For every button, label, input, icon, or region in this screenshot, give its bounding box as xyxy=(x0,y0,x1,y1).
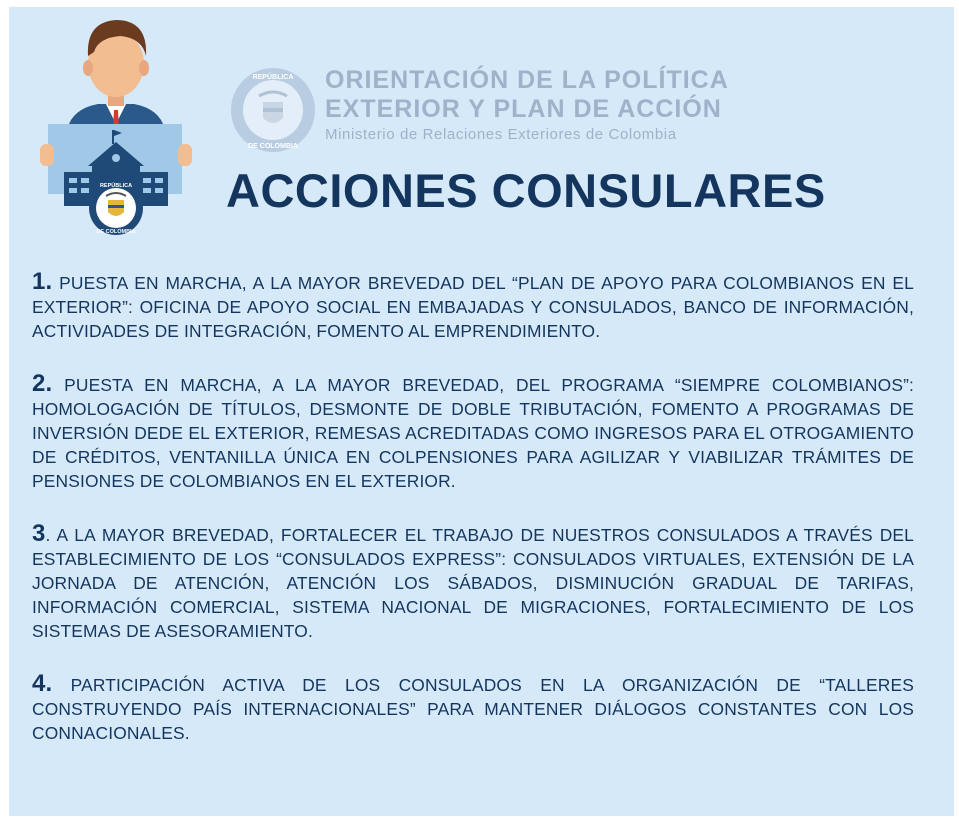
item-number: 4. xyxy=(32,669,53,697)
emblem-text-bottom: DE COLOMBIA xyxy=(248,143,298,150)
item-number: 2. xyxy=(32,369,53,397)
list-item xyxy=(32,519,914,644)
header-title-line-1: ORIENTACIÓN DE LA POLÍTICA xyxy=(325,66,729,94)
item-number: 3 xyxy=(32,519,46,547)
list-item xyxy=(32,669,914,746)
header-block xyxy=(325,66,729,145)
badge-text-bottom: DE COLOMBIA xyxy=(96,229,136,235)
header-subtitle: Ministerio de Relaciones Exteriores de Colombia xyxy=(325,126,677,143)
main-title: ACCIONES CONSULARES xyxy=(226,164,826,217)
item-text: PUESTA EN MARCHA, A LA MAYOR BREVEDAD, DEL PROGRAMA “SIEMPRE COLOMBIANOS”: HOMOLOGACIÓN DE TÍTULOS, DESMONTE DE DOBLE TRIBUTACIÓN, FOMENTO A PROGRAMAS DE INVERSIÓN DEDE EL EXTERIOR, REMESAS ACREDITADAS COMO INGRESOS PARA EL OTROGAMIENTO DE CRÉDITOS, VENTANILLA ÚNICA EN COLPENSIONES PARA AGILIZAR Y VIABILIZAR TRÁMITES DE PENSIONES DE COLOMBIANOS EN EL EXTERIOR. xyxy=(32,374,914,492)
actions-list xyxy=(32,270,914,773)
item-text: . A LA MAYOR BREVEDAD, FORTALECER EL TRABAJO DE NUESTROS CONSULADOS A TRAVÉS DEL ESTABLECIMIENTO DE LOS “CONSULADOS EXPRESS”: CONSULADOS VIRTUALES, EXTENSIÓN DE LA JORNADA DE ATENCIÓN, ATENCIÓN LOS SÁBADOS, DISMINUCIÓN GRADUAL DE TARIFAS, INFORMACIÓN COMERCIAL, SISTEMA NACIONAL DE MIGRACIONES, FORTALECIMIENTO DE LOS SISTEMAS DE ASESORAMIENTO. xyxy=(32,524,914,642)
emblem-text-top: REPÚBLICA xyxy=(252,74,294,81)
item-number: 1. xyxy=(32,268,53,295)
item-text: PUESTA EN MARCHA, A LA MAYOR BREVEDAD DEL “PLAN DE APOYO PARA COLOMBIANOS EN EL EXTERIOR”: OFICINA DE APOYO SOCIAL EN EMBAJADAS Y CONSULADOS, BANCO DE INFORMACIÓN, ACTIVIDADES DE INTEGRACIÓN, FOMENTO AL EMPRENDIMIENTO. xyxy=(32,273,914,342)
item-text: PARTICIPACIÓN ACTIVA DE LOS CONSULADOS EN LA ORGANIZACIÓN DE “TALLERES CONSTRUYENDO PAÍS INTERNACIONALES” PARA MANTENER DIÁLOGOS CONSTANTES CON LOS CONNACIONALES. xyxy=(32,674,914,744)
badge-text-top: REPÚBLICA xyxy=(99,183,133,189)
list-item xyxy=(32,369,914,494)
header-title-line-2: EXTERIOR Y PLAN DE ACCIÓN xyxy=(325,95,722,123)
list-item xyxy=(32,270,914,344)
man-holding-sign-illustration xyxy=(36,12,196,242)
republic-emblem-watermark xyxy=(229,66,317,154)
